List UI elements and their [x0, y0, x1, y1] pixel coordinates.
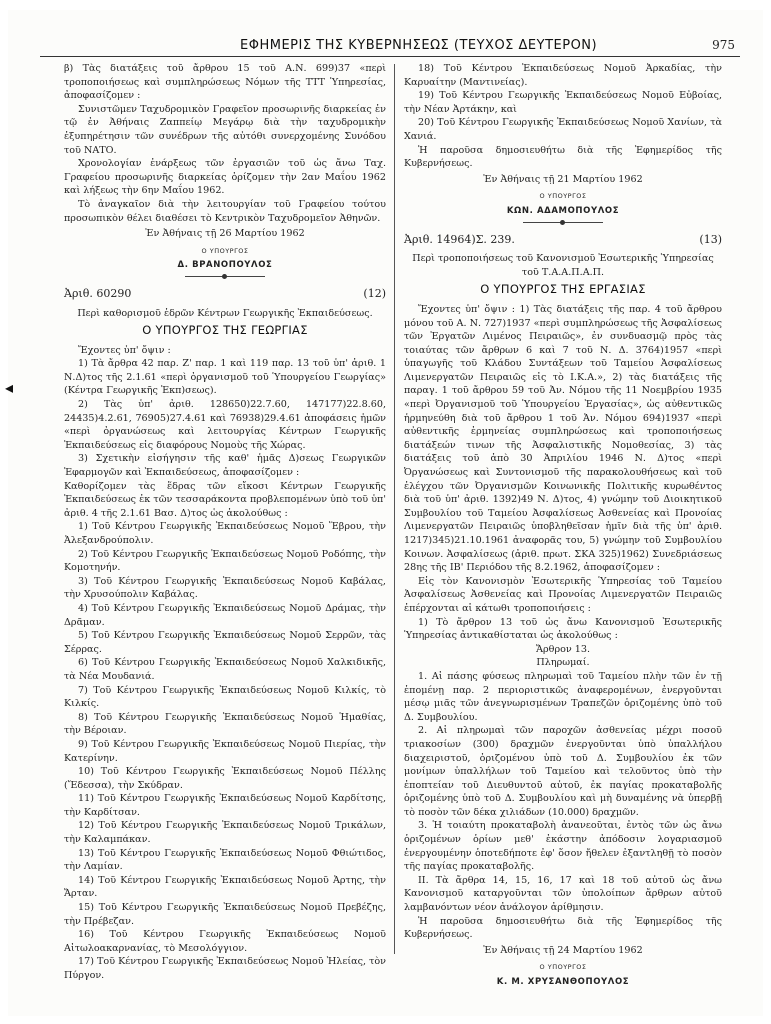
binder-hole-mark: ◂: [5, 378, 14, 397]
document-sequence: (12): [363, 286, 386, 300]
document-arith: Ἀριθ. 14964)Σ. 239.: [404, 232, 515, 246]
document-sequence: (13): [699, 232, 722, 246]
center-item: 17) Τοῦ Κέντρου Γεωργικῆς Ἐκπαιδεύσεως Νομοῦ Ἠλείας, τὸν Πύργον.: [64, 956, 386, 981]
center-item: 19) Τοῦ Κέντρου Γεωργικῆς Ἐκπαιδεύσεως Νομοῦ Εὐβοίας, τὴν Νέαν Ἀρτάκην, καὶ: [404, 90, 722, 115]
signing-date: Ἐν Ἀθήναις τῇ 26 Μαρτίου 1962: [145, 228, 305, 240]
minister-name: ΚΩΝ. ΑΔΑΜΟΠΟΥΛΟΣ: [506, 205, 620, 216]
minister-title: Ο ΥΠΟΥΡΓΟΣ: [539, 963, 587, 972]
article-paragraph: ΙΙ. Τὰ ἄρθρα 14, 15, 16, 17 καὶ 18 τοῦ αὐτοῦ ὡς ἄνω Κανονισμοῦ καταργοῦνται τῶν ὑπολοίπων ἄρθρων αὐτοῦ λαμβανόντων νέον ἀνάλογον ἀρίθμησιν.: [404, 874, 722, 914]
center-item: 5) Τοῦ Κέντρου Γεωργικῆς Ἐκπαιδεύσεως Νομοῦ Σερρῶν, τὰς Σέρρας.: [64, 630, 386, 655]
center-item: 14) Τοῦ Κέντρου Γεωργικῆς Ἐκπαιδεύσεως Νομοῦ Ἀρτης, τὴν Ἄρταν.: [64, 874, 386, 900]
article-subheading: Πληρωμαί.: [536, 657, 590, 669]
minister-title: Ο ΥΠΟΥΡΓΟΣ: [201, 246, 249, 255]
considerations-paragraph: Ἔχοντες ὑπ' ὄψιν : 1) Τὰς διατάξεις τῆς παρ. 4 τοῦ ἄρθρου μόνου τοῦ Α. Ν. 727)1937 «περὶ συμπληρώσεως τῆς Ἀσφαλίσεως τῶν Ἐργατῶν Λιμένος Πειραιῶς», ἐν συνδυασμῷ πρὸς τὰς τοιαύτας τῶν ἄρθρων 6 καὶ 7 τοῦ Ν. Δ. 3764)1957 «περὶ ὑπαγωγῆς τοῦ Κλάδου Συντάξεων τοῦ Ταμείου Ἀσφαλίσεως Λιμενεργατῶν Πειραιῶς εἰς τὸ Ι.Κ.Α.», 2) τὰς διατάξεις τῆς παραγ. 1 τοῦ ἄρθρου 59 τοῦ Ἀν. Νόμου τῆς 11 Νοεμβρίου 1935 «περὶ Ὀργανισμοῦ τοῦ Ὑπουργείου Ἐργασίας», ὡς αὐθεντικῶς ἡρμηνεύθη διὰ τοῦ ἄρθρου 1 τοῦ Ἀν. Νόμου 694)1937 «περὶ αὐθεντικῆς ἑρμηνείας συμπληρώσεως καὶ τροποποιήσεως διατάξεών τινων τῆς Ἀσφαλιστικῆς Νομοθεσίας, 3) τὰς διατάξεις τοῦ ἀπὸ 30 Ἀπριλίου 1946 Ν. Δ)τος «περὶ Ὀργανώσεως καὶ Συντονισμοῦ τῆς παρακολουθήσεως καὶ τοῦ ἐλέγχου τῶν Ὀργανισμῶν Κοινωνικῆς Πολιτικῆς κυρωθέντος διὰ τοῦ ὑπ' ἀριθ. 1392)49 Ν. Δ)τος, 4) γνώμην τοῦ Διοικητικοῦ Συμβουλίου τοῦ Ταμείου Ἀσφαλίσεως Ἀσθενείας καὶ Προνοίας Λιμενεργατῶν Πειραιῶς ὑποβληθεῖσαν ἡμῖν διὰ τῆς ὑπ' ἀριθ. 1217)345)21.10.1961 ἀναφορᾶς του, 5) γνώμην τοῦ Συμβουλίου Κοινων. Ἀσφαλίσεως (ἀριθ. πρωτ. ΣΚΑ 325)1962) Συνεδριάσεως 28ης τῆς ΙΒ' Περιόδου τῆς 8.2.1962, ἀποφασίζομεν :: [404, 303, 722, 574]
center-item: 1) Τοῦ Κέντρου Γεωργικῆς Ἐκπαιδεύσεως Νομοῦ Ἕβρου, τὴν Ἀλεξανδρούπολιν.: [64, 521, 386, 546]
center-item: 6) Τοῦ Κέντρου Γεωργικῆς Ἐκπαιδεύσεως Νομοῦ Χαλκιδικῆς, τὰ Νέα Μουδανιά.: [64, 657, 386, 682]
center-item: 13) Τοῦ Κέντρου Γεωργικῆς Ἐκπαιδεύσεως Νομοῦ Φθιώτιδος, τὴν Λαμίαν.: [64, 847, 386, 873]
center-item: 9) Τοῦ Κέντρου Γεωργικῆς Ἐκπαιδεύσεως Νομοῦ Πιερίας, τὴν Κατερίνην.: [64, 738, 386, 764]
intro-paragraph: Συνιστῶμεν Ταχυδρομικὸν Γραφεῖον προσωρινῆς διαρκείας ἐν τῷ ἐν Ἀθήναις Ζαππείῳ Μεγάρῳ διὰ τὴν ταχυδρομικὴν ἐξυπηρέτησιν τῶν συνέδρων τῆς αὐτόθι συνερχομένης Συνόδου τοῦ ΝΑΤΟ.: [64, 103, 386, 156]
center-item: 18) Τοῦ Κέντρου Ἐκπαιδεύσεως Νομοῦ Ἀρκαδίας, τὴν Καρυαίτην (Μαντινείας).: [404, 63, 722, 88]
center-item: 7) Τοῦ Κέντρου Γεωργικῆς Ἐκπαιδεύσεως Νομοῦ Κιλκίς, τὸ Κιλκίς.: [64, 684, 386, 710]
minister-name: Δ. ΒΡΑΝΟΠΟΥΛΟΣ: [177, 260, 273, 271]
publication-note: Ἡ παροῦσα δημοσιευθήτω διὰ τῆς Ἐφημερίδος τῆς Κυβερνήσεως.: [404, 144, 722, 170]
center-item: 11) Τοῦ Κέντρου Γεωργικῆς Ἐκπαιδεύσεως Νομοῦ Καρδίτσης, τὴν Καρδίτσαν.: [64, 793, 386, 818]
publication-note: Ἡ παροῦσα δημοσιευθήτω διὰ τῆς Ἐφημερίδος τῆς Κυβερνήσεως.: [404, 915, 722, 941]
center-item: 20) Τοῦ Κέντρου Γεωργικῆς Ἐκπαιδεύσεως Νομοῦ Χανίων, τὰ Χανιά.: [404, 117, 722, 142]
section-divider: [185, 276, 265, 277]
article-paragraph: 3. Ἡ τοιαύτη προκαταβολὴ ἀνανεοῦται, ἐντὸς τῶν ὡς ἄνω ὁριζομένων ὁρίων μεθ' ἑκάστην ἀπόδοσιν λογαριασμοῦ ἐνεργουμένην ὁποτεδήποτε ἐφ' ὅσον ἤθελεν ἐξαντληθῇ τὸ ποσὸν τῆς παγίας προκαταβολῆς.: [404, 820, 722, 873]
ministry-heading: Ο ΥΠΟΥΡΓΟΣ ΤΗΣ ΕΡΓΑΣΙΑΣ: [480, 282, 646, 297]
ministry-heading: Ο ΥΠΟΥΡΓΟΣ ΤΗΣ ΓΕΩΡΓΙΑΣ: [142, 323, 308, 338]
right-column: [404, 62, 722, 990]
article-paragraph: 1. Αἱ πάσης φύσεως πληρωμαὶ τοῦ Ταμείου πλὴν τῶν ἐν τῇ ἑπομένῃ παρ. 2 περιοριστικῶς ἀναφερομένων, ἐνεργοῦνται μέσῳ μιᾶς τῶν ἀνεγνωρισμένων Τραπεζῶν ὁριζομένης ὑπὸ τοῦ Δ. Συμβουλίου.: [404, 670, 722, 723]
minister-title: Ο ΥΠΟΥΡΓΟΣ: [539, 192, 587, 201]
document-subject: Περὶ καθορισμοῦ ἑδρῶν Κέντρων Γεωργικῆς Ἐκπαιδεύσεως.: [77, 307, 373, 319]
consideration: 1) Τὰ ἄρθρα 42 παρ. Ζ' παρ. 1 καὶ 119 παρ. 13 τοῦ ὑπ' ἀριθ. 1 Ν.Δ)τος τῆς 2.1.61 «περὶ ὀργανισμοῦ τοῦ Ὑπουργείου Γεωργίας» (Κέντρα Γεωργικῆς Ἐκπ)σεως).: [64, 358, 386, 397]
intro-paragraph: Χρονολογίαν ἐνάρξεως τῶν ἐργασιῶν τοῦ ὡς ἄνω Ταχ. Γραφείου προσωρινῆς διαρκείας ὁρίζομεν τὴν 2αν Μαΐου 1962 καὶ λήξεως τὴν 6ην Μαΐου 1962.: [64, 158, 386, 197]
document-number-row: [64, 287, 386, 301]
center-item: 12) Τοῦ Κέντρου Γεωργικῆς Ἐκπαιδεύσεως Νομοῦ Τρικάλων, τὴν Καλαμπάκαν.: [64, 820, 386, 846]
article-heading: Ἄρθρον 13.: [535, 643, 590, 655]
center-item: 3) Τοῦ Κέντρου Γεωργικῆς Ἐκπαιδεύσεως Νομοῦ Καβάλας, τὴν Χρυσούπολιν Καβάλας.: [64, 575, 386, 601]
center-item: 16) Τοῦ Κέντρου Γεωργικῆς Ἐκπαιδεύσεως Νομοῦ Αἰτωλοακαρνανίας, τὸ Μεσολόγγιον.: [64, 929, 386, 954]
modification-paragraph: Εἰς τὸν Κανονισμὸν Ἐσωτερικῆς Ὑπηρεσίας τοῦ Ταμείου Ἀσφαλίσεως Ἀσθενείας καὶ Προνοίας Λιμενεργατῶν Πειραιῶς ἐπέρχονται αἱ κάτωθι τροποποιήσεις :: [404, 575, 722, 614]
signing-date: Ἐν Ἀθήναις τῇ 24 Μαρτίου 1962: [483, 944, 643, 956]
article-paragraph: 2. Αἱ πληρωμαὶ τῶν παροχῶν ἀσθενείας μέχρι ποσοῦ τριακοσίων (300) δραχμῶν ἐνεργοῦνται ὑπὸ ὑπαλλήλου διαχειριστοῦ, ὁριζομένου ὑπὸ τοῦ Δ. Συμβουλίου ἐκ τῶν μονίμων ὑπαλλήλων τοῦ Ταμείου καὶ τελοῦντος ὑπὸ τὴν ἐποπτείαν τοῦ Διευθυντοῦ αὐτοῦ, ἐκ παγίας προκαταβολῆς ὁριζομένης ὑπὸ τοῦ Δ. Συμβουλίου καὶ μὴ δυναμένης νὰ ὑπερβῇ τὸ ποσὸν τῶν δέκα χιλιάδων (10.000) δραχμῶν.: [404, 725, 722, 818]
having-regard: Ἔχοντες ὑπ' ὄψιν :: [78, 344, 171, 356]
gazette-title: ΕΦΗΜΕΡΙΣ ΤΗΣ ΚΥΒΕΡΝΗΣΕΩΣ (ΤΕΥΧΟΣ ΔΕΥΤΕΡΟΝ): [240, 38, 598, 53]
intro-paragraph: β) Τὰς διατάξεις τοῦ ἄρθρου 15 τοῦ Α.Ν. 699)37 «περὶ τροποποιήσεως καὶ συμπληρώσεως Νόμων τῆς ΤΤΤ Ὑπηρεσίας, ἀποφασίζομεν :: [64, 63, 386, 102]
consideration: 3) Σχετικὴν εἰσήγησιν τῆς καθ' ἡμᾶς Δ)σεως Γεωργικῶν Ἐφαρμογῶν καὶ Ἐκπαιδεύσεως, ἀποφασίζομεν :: [64, 453, 386, 479]
center-item: 10) Τοῦ Κέντρου Γεωργικῆς Ἐκπαιδεύσεως Νομοῦ Πέλλης (Ἔδεσσα), τὴν Σκύδραν.: [64, 766, 386, 791]
decision-paragraph: Καθορίζομεν τὰς ἕδρας τῶν εἴκοσι Κέντρων Γεωργικῆς Ἐκπαιδεύσεως ἐκ τῶν τεσσαράκοντα προβλεπομένων ὑπὸ τοῦ ὑπ' ἀριθ. 4 τῆς 2.1.61 Βασ. Δ)τος ὡς ἀκολούθως :: [64, 480, 386, 519]
document-arith: Ἀριθ. 60290: [64, 286, 132, 300]
amendment-item: 1) Τὸ ἄρθρον 13 τοῦ ὡς ἄνω Κανονισμοῦ Ἐσωτερικῆς Ὑπηρεσίας ἀντικαθίσταται ὡς ἀκολούθως :: [404, 616, 722, 642]
signing-date: Ἐν Ἀθήναις τῇ 21 Μαρτίου 1962: [483, 173, 643, 185]
document-number-row: [404, 233, 722, 247]
section-divider: [523, 222, 603, 223]
minister-name: Κ. Μ. ΧΡΥΣΑΝΘΟΠΟΥΛΟΣ: [496, 977, 630, 987]
document-subject: Περὶ τροποποιήσεως τοῦ Κανονισμοῦ Ἐσωτερικῆς Ὑπηρεσίας τοῦ Τ.Α.Α.Π.Α.Π.: [412, 253, 714, 278]
left-column: [64, 62, 386, 983]
consideration: 2) Τὰς ὑπ' ἀριθ. 128650)22.7.60, 147177)22.8.60, 24435)4.2.61, 76905)27.4.61 καὶ 76938)29.4.61 ἀποφάσεις ἡμῶν «περὶ ὀργανώσεως καὶ λειτουργίας Κέντρων Γεωργικῆς Ἐκπαιδεύσεως εἰς διαφόρους Νομοὺς τῆς Χώρας.: [64, 399, 386, 451]
column-divider: [394, 64, 395, 954]
center-item: 2) Τοῦ Κέντρου Γεωργικῆς Ἐκπαιδεύσεως Νομοῦ Ροδόπης, τὴν Κομοτηνήν.: [64, 548, 386, 574]
center-item: 8) Τοῦ Κέντρου Γεωργικῆς Ἐκπαιδεύσεως Νομοῦ Ἡμαθίας, τὴν Βέροιαν.: [64, 711, 386, 737]
center-item: 4) Τοῦ Κέντρου Γεωργικῆς Ἐκπαιδεύσεως Νομοῦ Δράμας, τὴν Δρᾶμαν.: [64, 602, 386, 628]
intro-paragraph: Τὸ ἀναγκαῖον διὰ τὴν λειτουργίαν τοῦ Γραφείου τούτου προσωπικὸν θέλει διαθέσει τὸ Κεντρικὸν Ταχυδρομεῖον Ἀθηνῶν.: [64, 198, 386, 224]
page-number: 975: [712, 38, 735, 52]
center-item: 15) Τοῦ Κέντρου Γεωργικῆς Ἐκπαιδεύσεως Νομοῦ Πρεβέζης, τὴν Πρέβεζαν.: [64, 902, 386, 927]
page-header: [40, 36, 740, 57]
